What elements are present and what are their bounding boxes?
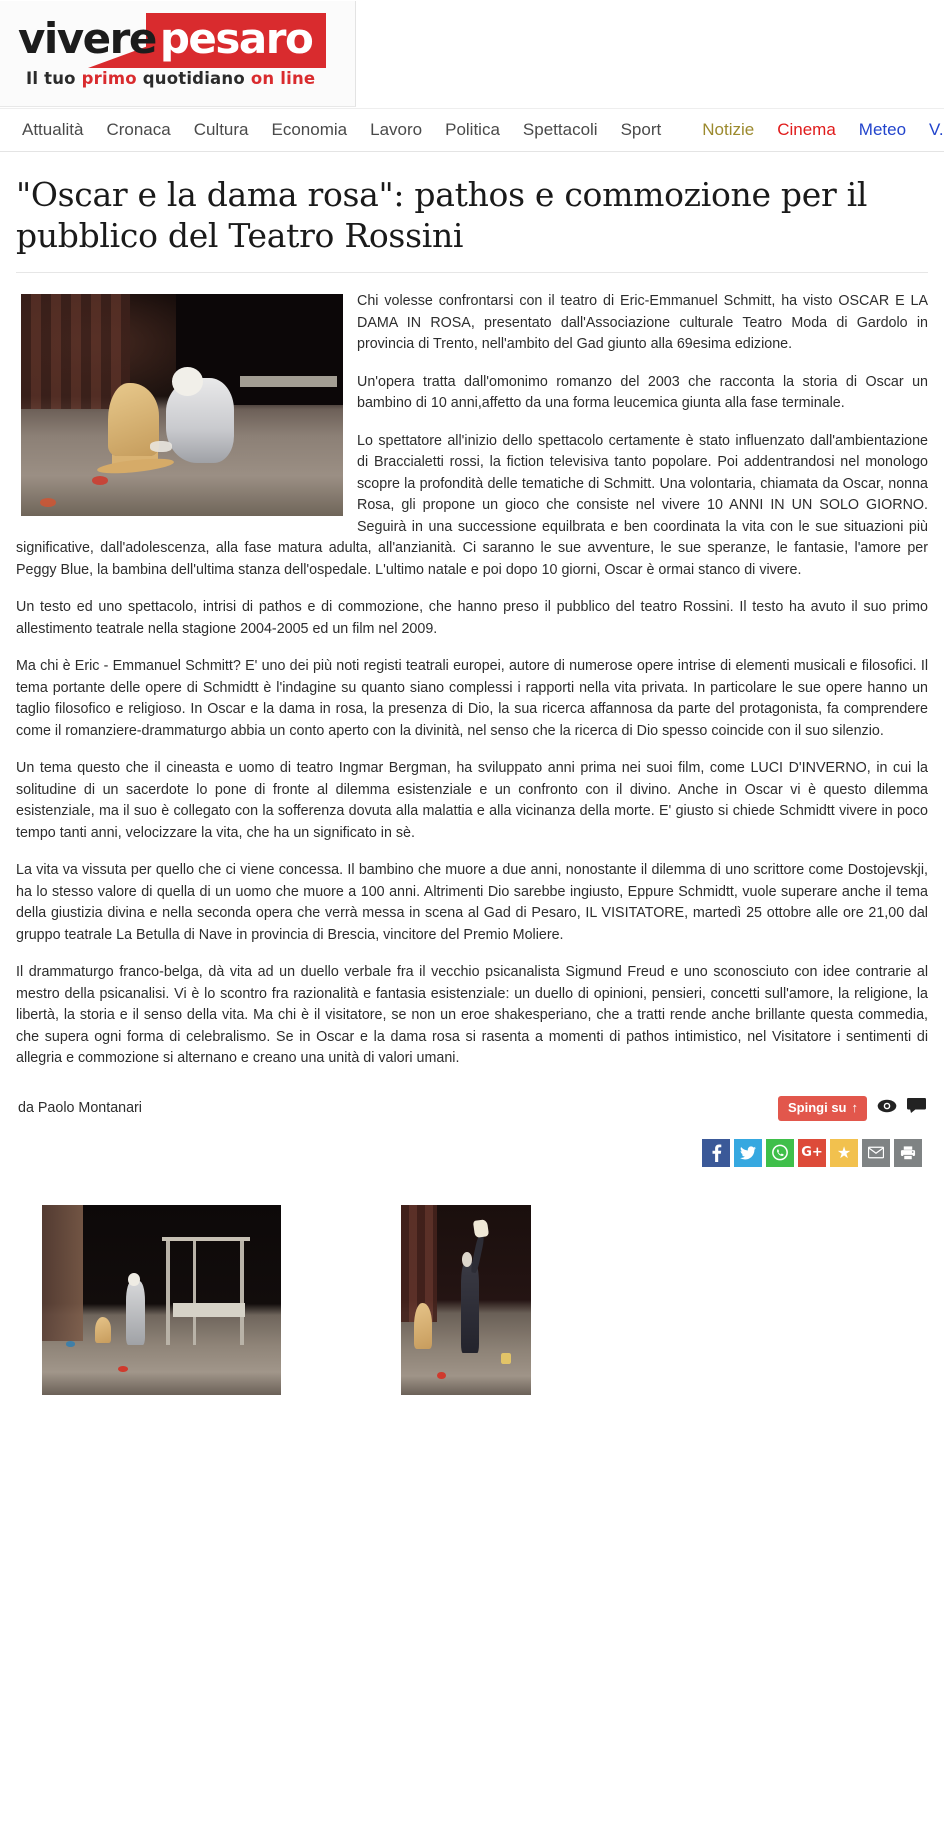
nav-item-politica[interactable]: Politica: [445, 120, 500, 139]
nav-item-v[interactable]: V.: [929, 120, 944, 139]
logo-word-vivere: vivere: [18, 14, 156, 63]
nav-item-lavoro[interactable]: Lavoro: [370, 120, 423, 139]
logo-wordmark: [18, 15, 312, 63]
email-share-button[interactable]: [862, 1139, 890, 1167]
eye-icon[interactable]: [877, 1099, 897, 1118]
article-paragraph: La vita va vissuta per quello che ci viene concessa. Il bambino che muore a due anni, nonostante il dilemma di uno scrittore come Dostojevskji, ha lo stesso valore di quella di un uomo che muore a 100 anni. Altrimenti Dio sarebbe ingiusto, Eppure Schmidtt, vuole superare anche il tema della giustizia divina e nella seconda opera che verrà messa in scena al Gad di Pesaro, IL VISITATORE, martedì 25 ottobre alle ore 21,00 dal gruppo teatrale La Betulla di Nave in provincia di Brescia, vincitore del Premio Moliere.: [16, 862, 928, 943]
tagline-primo: primo: [81, 69, 137, 88]
article-paragraph: Il drammaturgo franco-belga, dà vita ad un duello verbale fra il vecchio psicanalista Sigmund Freud e uno sconosciuto con idee contrarie al mestro della psicanalisi. Vi è lo scontro fra razionalità e fantasia esistenziale: un duello di opinioni, pensieri, concetti sull'amore, la religione, la libertà, la storia e il senso della vita. Ma chi è il visitatore, se non un eroe shakesperiano, che a tratti rende anche brillante questa commedia, che supera ogni forma di celebralismo. Se in Oscar e la dama rosa si rasenta a momenti di pathos intimistico, nel Visitatore i sentimenti di allegria e commozione si alternano e creano una unità di valori umani.: [16, 964, 928, 1066]
nav-item-cronaca[interactable]: Cronaca: [106, 120, 171, 139]
article-footer: [16, 1096, 928, 1121]
whatsapp-share-button[interactable]: [766, 1139, 794, 1167]
tagline-part-1: Il tuo: [26, 69, 82, 88]
nav-item-sport[interactable]: Sport: [620, 120, 662, 139]
logo-container[interactable]: [0, 1, 356, 107]
site-header: [0, 0, 944, 108]
main-navigation: [0, 108, 944, 152]
nav-item-spettacoli[interactable]: Spettacoli: [522, 120, 598, 139]
article-body: [16, 291, 928, 1070]
nav-item-cinema[interactable]: Cinema: [777, 120, 836, 139]
googleplus-share-button[interactable]: [798, 1139, 826, 1167]
article-paragraph: Ma chi è Eric - Emmanuel Schmitt? E' uno dei più noti registi teatrali europei, autore di numerose opere intrise di elementi musicali e filosofici. Il tema portante delle opere di Schmidtt è l'indagine su quanto siano complessi i rapporti nella vita privata. In particolare le sue opere hanno un taglio filosofico e religioso. In Oscar e la dama in rosa, la presenza di Dio, la sua ricerca affannosa da parte del protagonista, fa comprendere come il romanziere-drammaturgo abbia un conto aperto con la divinità, nel senso che la ricerca di Dio spesso coincide con il suo silenzio.: [16, 658, 928, 739]
push-up-button[interactable]: [778, 1096, 867, 1121]
article-paragraph: Chi volesse confrontarsi con il teatro di Eric-Emmanuel Schmitt, ha visto OSCAR E LA DAMA IN ROSA, presentato dall'Associazione culturale Teatro Moda di Gardolo in provincia di Trento, nell'ambito del Gad giunto alla 69esima edizione.: [357, 293, 928, 352]
gallery-thumbnail-2[interactable]: [401, 1205, 531, 1395]
googleplus-glyph: G+: [801, 1145, 823, 1160]
article-paragraph: Lo spettatore all'inizio dello spettacolo certamente è stato influenzato dall'ambientazione di Braccialetti rossi, la fiction televisiva tanto popolare. Poi addentrandosi nel monologo scopre la profondità delle tematiche di Schmitt. Una volontaria, chiamata da Oscar, nonna Rosa, gli propone un gioco che consiste nel vivere 10 ANNI IN UN SOLO GIORNO. Seguirà in una successione equilbrata e ben coordinata la vita con le sue situazioni più significative, dall'adolescenza, alla fase matura adulta, all'anzianità. Ci saranno le sue avventure, le sue speranze, le fantasie, l'amore per Peggy Blue, la bambina dell'ultima stanza dell'ospedale. L'ultimo natale e poi dopo 10 giorni, Oscar è ormai stanco di vivere.: [16, 432, 928, 578]
tagline-part-2: quotidiano: [136, 69, 251, 88]
logo: [18, 11, 330, 93]
nav-item-economia[interactable]: Economia: [271, 120, 348, 139]
article-paragraph: Un tema questo che il cineasta e uomo di teatro Ingmar Bergman, ha sviluppato anni prima nei suoi film, come LUCI D'INVERNO, in cui la solitudine di un sacerdote lo pone di fronte al dilemma esistenziale e un confronto con il divino. Anche in Oscar vi è questo dilemma esistenziale, ma il suo è collegato con la sofferenza dovuta alla malattia e alla vicinanza della morte. E' giusto si chiede Schmidtt vivere in poco tempo tanti anni, velocizzare la vita, che ha un significato in sè.: [16, 760, 928, 841]
nav-item-meteo[interactable]: Meteo: [858, 120, 907, 139]
comment-icon[interactable]: [907, 1098, 926, 1118]
share-buttons: [16, 1139, 928, 1167]
star-icon: ★: [836, 1142, 852, 1162]
tagline-online: on line: [250, 69, 316, 88]
twitter-share-button[interactable]: [734, 1139, 762, 1167]
push-up-label: Spingi su: [788, 1099, 847, 1115]
article-paragraph: Un testo ed uno spettacolo, intrisi di pathos e di commozione, che hanno preso il pubblico del teatro Rossini. Il testo ha avuto il suo primo allestimento teatrale nella stagione 2004-2005 ed un film nel 2009.: [16, 599, 928, 637]
facebook-share-button[interactable]: [702, 1139, 730, 1167]
arrow-up-icon: ↑: [851, 1099, 858, 1115]
nav-item-notizie[interactable]: Notizie: [702, 120, 755, 139]
article: [0, 174, 944, 1395]
lead-photo: [21, 294, 343, 516]
article-author: da Paolo Montanari: [18, 1100, 142, 1116]
print-button[interactable]: [894, 1139, 922, 1167]
title-divider: [16, 272, 928, 273]
logo-word-pesaro: pesaro: [159, 14, 313, 63]
article-actions: [778, 1096, 926, 1121]
logo-tagline: [26, 69, 315, 88]
gallery-thumbnail-1[interactable]: [42, 1205, 281, 1395]
gallery-thumbnails: [16, 1167, 928, 1395]
nav-item-attualita[interactable]: Attualità: [22, 120, 84, 139]
article-paragraph: Un'opera tratta dall'omonimo romanzo del 2003 che racconta la storia di Oscar un bambino di 10 anni,affetto da una forma leucemica giunta alla fase terminale.: [357, 373, 928, 411]
nav-item-cultura[interactable]: Cultura: [193, 120, 249, 139]
page-title: "Oscar e la dama rosa": pathos e commozione per il pubblico del Teatro Rossini: [16, 175, 868, 255]
favorite-button[interactable]: [830, 1139, 858, 1167]
